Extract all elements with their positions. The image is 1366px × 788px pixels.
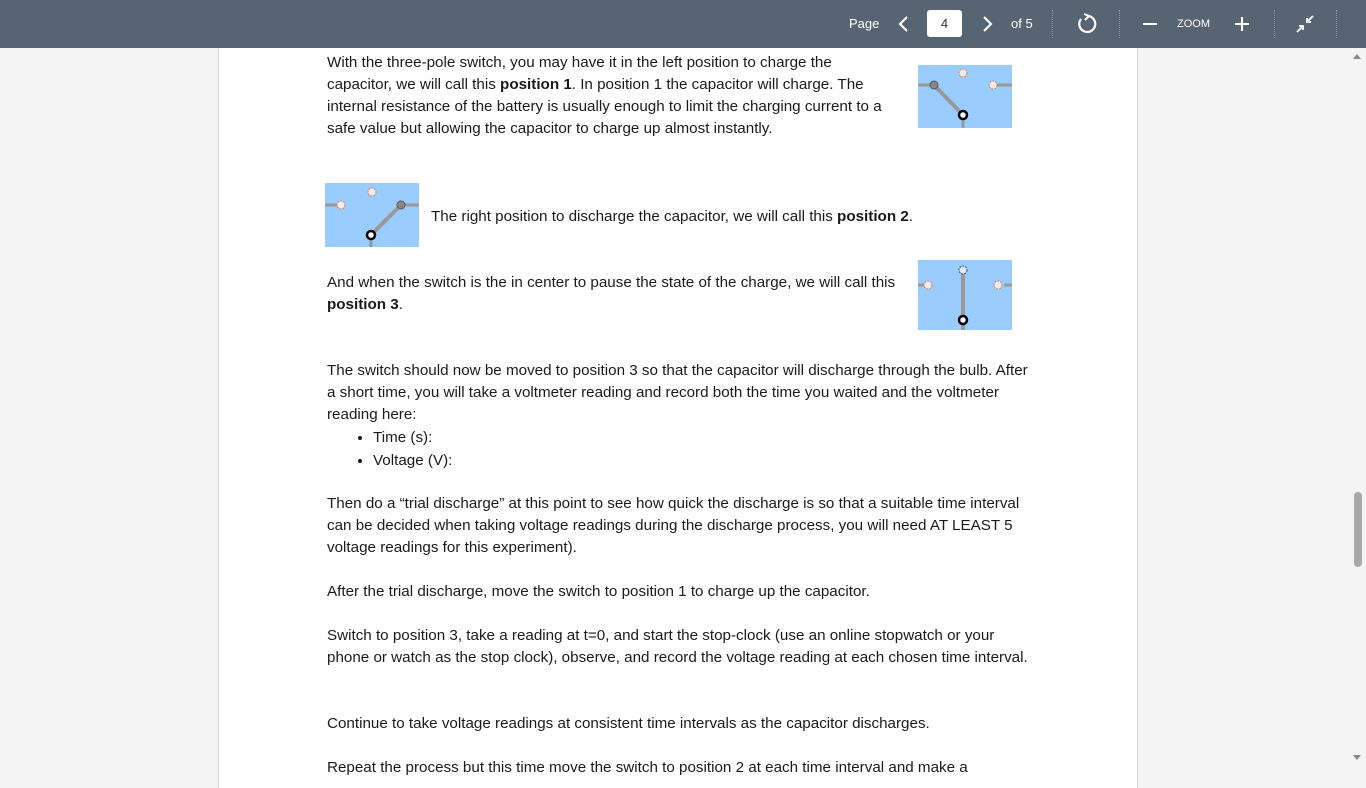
- document-page: [218, 48, 1138, 788]
- paragraph-position-2: The right position to discharge the capacitor, we will call this position 2.: [431, 208, 913, 225]
- rotate-icon[interactable]: [1075, 12, 1099, 36]
- bullet-voltage: • Voltage (V):: [373, 450, 452, 472]
- page-number-input[interactable]: [927, 10, 962, 37]
- switch-position-2-image: [325, 183, 419, 247]
- reading-list: [327, 427, 452, 472]
- divider: [1052, 10, 1053, 38]
- previous-page-icon[interactable]: [892, 12, 916, 36]
- divider: [1119, 10, 1120, 38]
- paragraph-charge-up: After the trial discharge, move the switch to position 1 to charge up the capacitor.: [327, 583, 870, 600]
- switch-position-3-image: [918, 260, 1012, 330]
- vertical-scrollbar[interactable]: [1349, 48, 1366, 768]
- paragraph-position-3: And when the switch is the in center to pause the state of the charge, we will call this position 3.: [327, 274, 896, 313]
- paragraph-trial-discharge: Then do a “trial discharge” at this point to see how quick the discharge is so that a suitable time interval can be decided when taking voltage readings during the discharge process, you will need AT LEAST 5 voltage readings for this experiment).: [327, 495, 1020, 556]
- scroll-down-arrow-icon[interactable]: [1353, 755, 1361, 760]
- scroll-up-arrow-icon[interactable]: [1353, 54, 1361, 59]
- paragraph-take-readings: Switch to position 3, take a reading at t=0, and start the stop-clock (use an online stopwatch or your phone or watch as the stop clock), observe, and record the voltage reading at each chosen time interval.: [327, 627, 1028, 666]
- switch-position-1-image: [918, 65, 1012, 128]
- exit-fullscreen-icon[interactable]: [1293, 12, 1317, 36]
- paragraph-continue-readings: Continue to take voltage readings at consistent time intervals as the capacitor discharges.: [327, 715, 930, 732]
- next-page-icon[interactable]: [975, 12, 999, 36]
- page-count: of 5: [1011, 16, 1033, 31]
- divider: [1274, 10, 1275, 38]
- pdf-toolbar: [0, 0, 1366, 48]
- zoom-in-icon[interactable]: [1230, 12, 1254, 36]
- scrollbar-thumb[interactable]: [1354, 492, 1362, 567]
- zoom-out-icon[interactable]: [1138, 12, 1162, 36]
- bullet-time: • Time (s):: [373, 427, 452, 449]
- zoom-label: ZOOM: [1177, 18, 1210, 30]
- paragraph-voltmeter-reading: The switch should now be moved to position 3 so that the capacitor will discharge through the bulb. After a short time, you will take a voltmeter reading and record both the time you waited and the voltmeter reading here:: [327, 362, 1028, 423]
- paragraph-position-1: With the three-pole switch, you may have it in the left position to charge the capacitor, we will call this position 1. In position 1 the capacitor will charge. The internal resistance of the battery is usually enough to limit the charging current to a safe value but allowing the capacitor to charge up almost instantly.: [327, 54, 882, 137]
- paragraph-repeat-process: Repeat the process but this time move the switch to position 2 at each time interval and make a: [327, 759, 968, 776]
- divider: [1336, 10, 1337, 38]
- page-label: Page: [849, 16, 880, 31]
